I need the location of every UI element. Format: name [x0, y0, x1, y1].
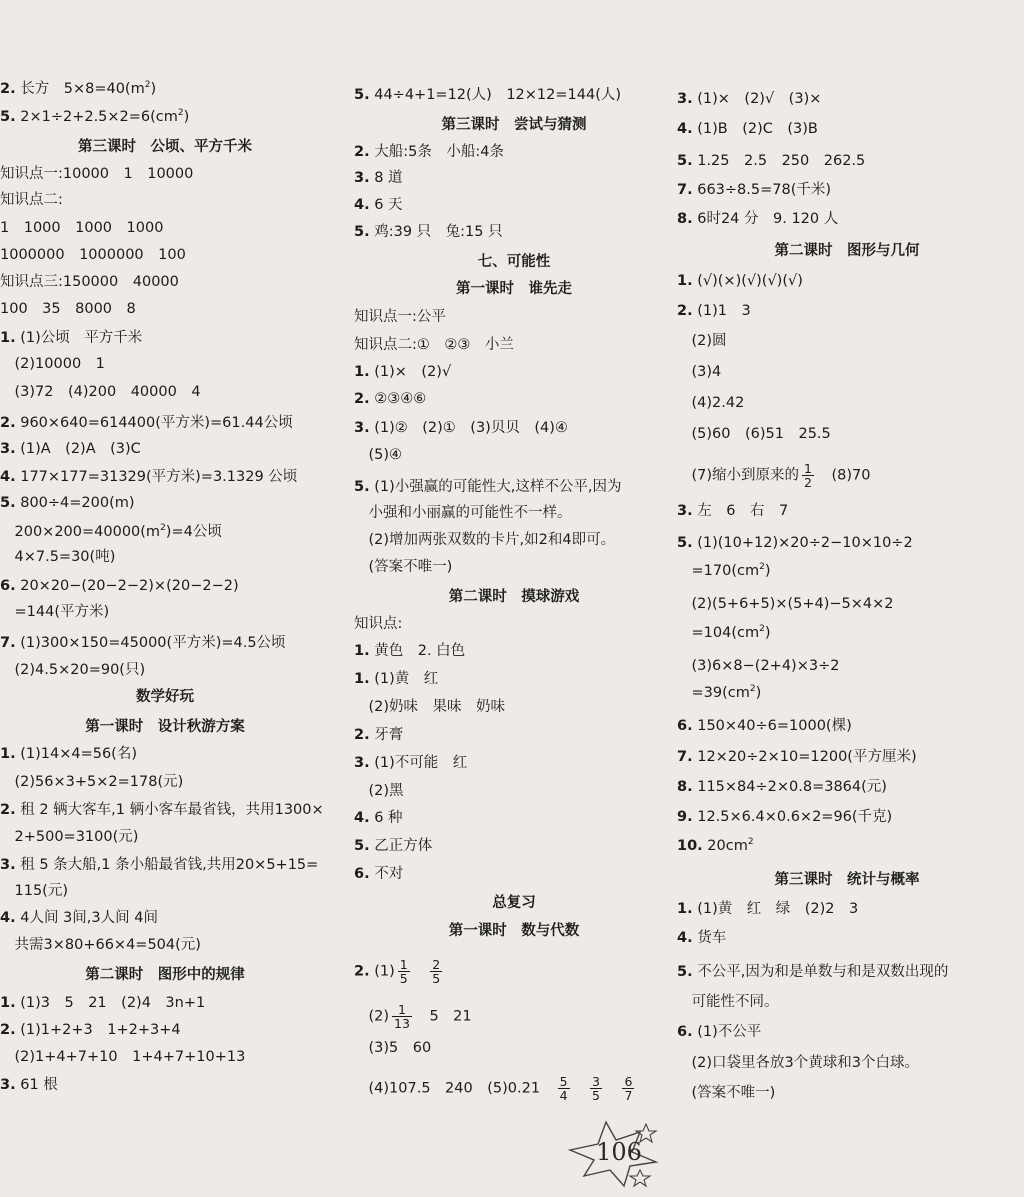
answer-line: 8. 115×84÷2×0.8=3864(元): [677, 779, 887, 795]
answer-line: 1. (1)黄 红 绿 (2)2 3: [677, 901, 859, 917]
answer-line: 100 35 8000 8: [0, 301, 136, 317]
answer-line: (3)4: [677, 364, 722, 380]
answer-line: (2)口袋里各放3个黄球和3个白球。: [677, 1055, 919, 1071]
answer-line: 7. 663÷8.5=78(千米): [677, 182, 832, 198]
answer-line: =144(平方米): [0, 604, 110, 620]
answer-line: (3)6×8−(2+4)×3÷2: [677, 658, 840, 674]
answer-line: 6. 20×20−(20−2−2)×(20−2−2): [0, 578, 239, 594]
answer-line: (7)缩小到原来的 $\frac{1}{2}$ (8)70: [677, 461, 871, 490]
answer-line: 小强和小丽赢的可能性不一样。: [354, 505, 572, 521]
answer-line: 5. 乙正方体: [354, 838, 433, 854]
answer-line: 6. 150×40÷6=1000(棵): [677, 718, 852, 734]
answer-line: (5)60 (6)51 25.5: [677, 426, 831, 442]
fraction: $\frac{1}{2}$: [804, 461, 812, 490]
answer-line: 1. (1)公顷 平方千米: [0, 330, 143, 346]
answer-line: 3. (1)× (2)√ (3)×: [677, 91, 822, 107]
answer-line: 9. 12.5×6.4×0.6×2=96(千克): [677, 809, 893, 825]
page-number: 106: [596, 1138, 642, 1166]
answer-line: 2. (1)1 3: [677, 303, 751, 319]
answer-line: 共需3×80+66×4=504(元): [0, 937, 201, 953]
section-heading: 第一课时 设计秋游方案: [85, 719, 245, 735]
answer-line: (答案不唯一): [677, 1085, 776, 1101]
answer-line: (2) $\frac{1}{13}$ 5 21: [354, 1002, 472, 1031]
answer-line: 1000000 1000000 100: [0, 247, 186, 263]
answer-line: (2)黑: [354, 783, 404, 799]
answer-line: 知识点一:10000 1 10000: [0, 166, 194, 182]
answer-line: 5. 不公平,因为和是单数与和是双数出现的: [677, 964, 949, 980]
answer-line: 4. 177×177=31329(平方米)=3.1329 公顷: [0, 469, 298, 485]
section-heading: 第一课时 谁先走: [456, 281, 572, 297]
section-heading: 数学好玩: [136, 689, 194, 705]
section-heading: 第二课时 图形与几何: [774, 243, 920, 259]
answer-line: 5. 800÷4=200(m): [0, 495, 135, 511]
answer-line: 7. 12×20÷2×10=1200(平方厘米): [677, 749, 917, 765]
answer-line: 2. 牙膏: [354, 727, 404, 743]
fraction: $\frac{2}{5}$: [432, 957, 441, 986]
answer-line: 2. 960×640=614400(平方米)=61.44公顷: [0, 415, 293, 431]
answer-line: (2)56×3+5×2=178(元): [0, 774, 184, 790]
answer-line: (3)5 60: [354, 1040, 432, 1056]
answer-line: 5. (1)小强赢的可能性大,这样不公平,因为: [354, 479, 622, 495]
answer-line: 4. 4人间 3间,3人间 4间: [0, 910, 158, 926]
answer-line: (答案不唯一): [354, 559, 453, 575]
answer-line: 3. (1)不可能 红: [354, 755, 468, 771]
answer-line: 5. (1)(10+12)×20÷2−10×10÷2: [677, 535, 913, 551]
section-heading: 总复习: [492, 895, 536, 911]
section-heading: 第三课时 统计与概率: [774, 872, 920, 888]
answer-line: 1. (1)14×4=56(名): [0, 746, 137, 762]
fraction: $\frac{1}{13}$: [394, 1002, 410, 1031]
answer-line: 1. (1)3 5 21 (2)4 3n+1: [0, 995, 206, 1011]
fraction: $\frac{3}{5}$: [592, 1074, 600, 1103]
answer-line: 7. (1)300×150=45000(平方米)=4.5公顷: [0, 635, 286, 651]
answer-line: 3. (1)② (2)① (3)贝贝 (4)④: [354, 420, 568, 436]
answer-line: 1. (√)(×)(√)(√)(√): [677, 273, 803, 289]
answer-line: 2. (1)1+2+3 1+2+3+4: [0, 1022, 181, 1038]
answer-line: (5)④: [354, 447, 403, 463]
answer-line: 可能性不同。: [677, 994, 779, 1010]
answer-line: $=39(cm^2)$: [677, 684, 762, 701]
answer-line: 1. (1)× (2)√: [354, 364, 452, 380]
answer-line: 知识点:: [354, 616, 403, 632]
answer-line: 6. (1)不公平: [677, 1024, 762, 1040]
section-heading: 七、可能性: [477, 254, 551, 270]
answer-line: 4. 6 种: [354, 810, 403, 826]
answer-line: 2. (1) $\frac{1}{5}$ $\frac{2}{5}$: [354, 957, 441, 986]
section-heading: 第二课时 摸球游戏: [448, 589, 580, 605]
answer-line: (2)增加两张双数的卡片,如2和4即可。: [354, 532, 616, 548]
answer-line: 2. 大船:5条 小船:4条: [354, 144, 504, 160]
answer-line: 5. $2\times 1\div 2+2.5\times 2=6(cm^2)$: [0, 108, 190, 125]
answer-line: 2. 租 2 辆大客车,1 辆小客车最省钱，共用1300×: [0, 802, 324, 818]
answer-line: 8. 6时24 分 9. 120 人: [677, 211, 839, 227]
answer-line: $200\times 200=40000(m^2)=4$公顷: [0, 523, 222, 540]
answer-line: 3. 租 5 条大船,1 条小船最省钱,共用20×5+15=: [0, 857, 319, 873]
answer-line: 1. (1)黄 红: [354, 671, 439, 687]
page-number-badge: [560, 1110, 670, 1190]
answer-line: 1 1000 1000 1000: [0, 220, 164, 236]
answer-line: 4. 货车: [677, 930, 727, 946]
answer-line: 5. 鸡:39 只 兔:15 只: [354, 224, 503, 240]
answer-line: (4)107.5 240 (5)0.21 $\frac{5}{4}$ $\frac{3}{5}$ $\frac{6}{7}$: [354, 1074, 633, 1103]
answer-line: (2)圆: [677, 333, 727, 349]
answer-line: (3)72 (4)200 40000 4: [0, 384, 201, 400]
answer-line: 3. (1)A (2)A (3)C: [0, 441, 141, 457]
answer-line: 4×7.5=30(吨): [0, 549, 116, 565]
answer-line: 知识点三:150000 40000: [0, 274, 179, 290]
answer-line: 2. ②③④⑥: [354, 391, 427, 407]
answer-line: 4. (1)B (2)C (3)B: [677, 121, 818, 137]
answer-line: (2)(5+6+5)×(5+4)−5×4×2: [677, 596, 894, 612]
section-heading: 第一课时 数与代数: [448, 923, 580, 939]
answer-line: $=104(cm^2)$: [677, 624, 771, 641]
fraction: $\frac{6}{7}$: [624, 1074, 633, 1103]
answer-line: 3. 8 道: [354, 170, 403, 186]
answer-line: 3. 左 6 右 7: [677, 503, 789, 519]
answer-line: 10. $20cm^2$: [677, 837, 754, 854]
answer-line: (2)奶味 果味 奶味: [354, 699, 506, 715]
answer-line: 5. 44÷4+1=12(人) 12×12=144(人): [354, 87, 622, 103]
answer-line: 知识点二:① ②③ 小兰: [354, 337, 514, 353]
fraction: $\frac{1}{5}$: [399, 957, 408, 986]
answer-line: 1. 黄色 2. 白色: [354, 643, 466, 659]
answer-line: 2. 长方 $5\times 8=40(m^2)$: [0, 80, 157, 97]
answer-line: (2)1+4+7+10 1+4+7+10+13: [0, 1049, 246, 1065]
answer-line: 4. 6 天: [354, 197, 403, 213]
fraction: $\frac{5}{4}$: [559, 1074, 568, 1103]
section-heading: 第三课时 尝试与猜测: [441, 117, 587, 133]
answer-line: 3. 61 根: [0, 1077, 58, 1093]
answer-line: (2)10000 1: [0, 356, 105, 372]
answer-line: 2+500=3100(元): [0, 829, 139, 845]
answer-line: 115(元): [0, 883, 68, 899]
section-heading: 第三课时 公顷、平方千米: [78, 139, 252, 155]
answer-line: 知识点二:: [0, 192, 63, 208]
answer-line: $=170(cm^2)$: [677, 562, 771, 579]
answer-line: 5. 1.25 2.5 250 262.5: [677, 153, 866, 169]
answer-line: 知识点一:公平: [354, 309, 446, 325]
answer-line: (4)2.42: [677, 395, 745, 411]
answer-line: 6. 不对: [354, 866, 404, 882]
section-heading: 第二课时 图形中的规律: [85, 967, 245, 983]
answer-line: (2)4.5×20=90(只): [0, 662, 146, 678]
